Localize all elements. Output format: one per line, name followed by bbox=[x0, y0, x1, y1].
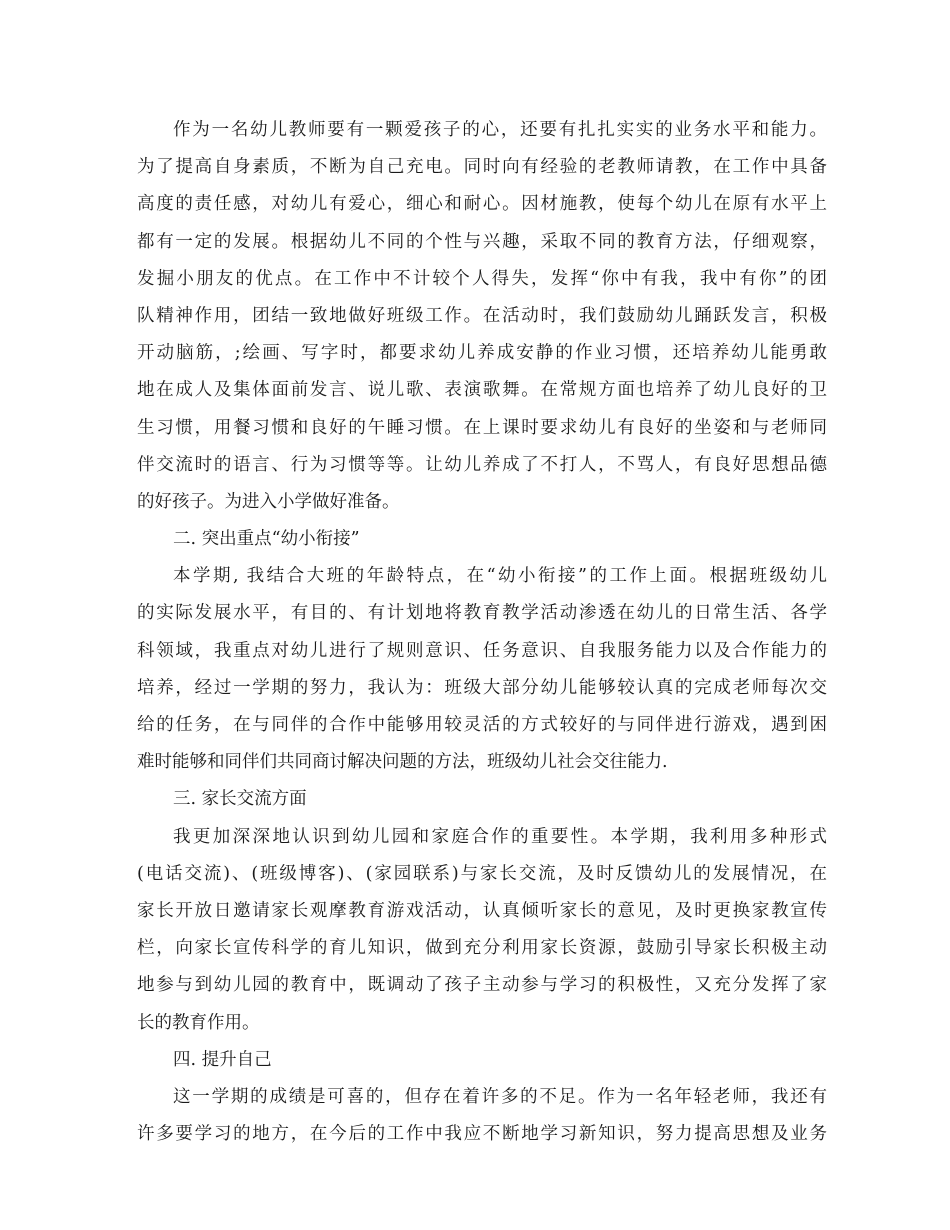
paragraph-parents bbox=[137, 819, 827, 1042]
section-heading-4: 四. 提升自己 bbox=[173, 1049, 272, 1070]
text-line: 都有一定的发展。根据幼儿不同的个性与兴趣，采取不同的教育方法，仔细观察， bbox=[137, 231, 827, 252]
text-line: 我更加深深地认识到幼儿园和家庭合作的重要性。本学期，我利用多种形式 bbox=[173, 826, 827, 847]
text-line: 高度的责任感，对幼儿有爱心，细心和耐心。因材施教，使每个幼儿在原有水平上 bbox=[137, 194, 827, 215]
text-line: 伴交流时的语言、行为习惯等等。让幼儿养成了不打人，不骂人，有良好思想品德 bbox=[137, 454, 827, 475]
text-line: 队精神作用，团结一致地做好班级工作。在活动时，我们鼓励幼儿踊跃发言，积极 bbox=[137, 305, 827, 326]
text-line: 发掘小朋友的优点。在工作中不计较个人得失，发挥“你中有我，我中有你”的团 bbox=[137, 268, 827, 289]
paragraph-transition bbox=[137, 558, 827, 781]
text-line: 给的任务，在与同伴的合作中能够用较灵活的方式较好的与同伴进行游戏，遇到困 bbox=[137, 715, 827, 735]
text-line: 的好孩子。为进入小学做好准备。 bbox=[137, 491, 400, 512]
text-line: 家长开放日邀请家长观摩教育游戏活动，认真倾听家长的意见，及时更换家教宣传 bbox=[137, 900, 827, 921]
text-line: 本学期, 我结合大班的年龄特点，在“幼小衔接”的工作上面。根据班级幼儿 bbox=[173, 566, 827, 587]
text-line: 作为一名幼儿教师要有一颗爱孩子的心，还要有扎扎实实的业务水平和能力。 bbox=[173, 120, 827, 140]
section-heading-3: 三. 家长交流方面 bbox=[173, 789, 307, 810]
text-line: 地在成人及集体面前发言、说儿歌、表演歌舞。在常规方面也培养了幼儿良好的卫 bbox=[137, 380, 827, 401]
text-line: 许多要学习的地方，在今后的工作中我应不断地学习新知识，努力提高思想及业务 bbox=[137, 1124, 827, 1145]
text-line: 地参与到幼儿园的教育中，既调动了孩子主动参与学习的积极性，又充分发挥了家 bbox=[137, 975, 827, 996]
text-line: 生习惯，用餐习惯和良好的午睡习惯。在上课时要求幼儿有良好的坐姿和与老师同 bbox=[137, 417, 827, 438]
text-line: 培养，经过一学期的努力，我认为：班级大部分幼儿能够较认真的完成老师每次交 bbox=[137, 677, 827, 698]
text-line: 长的教育作用。 bbox=[137, 1012, 260, 1033]
text-line: (电话交流)、(班级博客)、(家园联系)与家长交流，及时反馈幼儿的发展情况，在 bbox=[137, 863, 827, 884]
document-body bbox=[137, 112, 827, 1153]
text-line: 开动脑筋，;绘画、写字时，都要求幼儿养成安静的作业习惯，还培养幼儿能勇敢 bbox=[137, 343, 827, 364]
text-line: 这一学期的成绩是可喜的，但存在着许多的不足。作为一名年轻老师，我还有 bbox=[173, 1086, 827, 1107]
paragraph-intro bbox=[137, 112, 827, 521]
text-line: 为了提高自身素质，不断为自己充电。同时向有经验的老教师请教，在工作中具备 bbox=[137, 157, 827, 178]
text-line: 的实际发展水平，有目的、有计划地将教育教学活动渗透在幼儿的日常生活、各学 bbox=[137, 603, 827, 624]
text-line: 栏，向家长宣传科学的育儿知识，做到充分利用家长资源，鼓励引导家长积极主动 bbox=[137, 938, 827, 959]
text-line: 难时能够和同伴们共同商讨解决问题的方法，班级幼儿社会交往能力. bbox=[137, 752, 668, 773]
paragraph-self-improvement bbox=[137, 1079, 827, 1153]
section-heading-2: 二. 突出重点“幼小衔接” bbox=[173, 529, 360, 550]
text-line: 科领域，我重点对幼儿进行了规则意识、任务意识、自我服务能力以及合作能力的 bbox=[137, 640, 827, 661]
